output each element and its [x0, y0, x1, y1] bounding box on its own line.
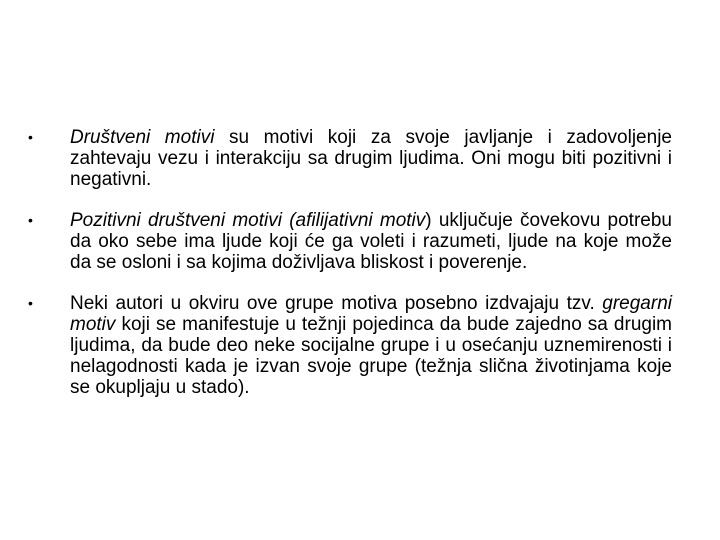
term-gregarious-motive: gregarni motiv: [70, 293, 672, 335]
bullet-text: su motivi koji za svoje javljanje i zadovoljenje zahtevaju vezu i interakciju sa drugim ljudima. Oni mogu biti pozitivni i negativni.: [70, 127, 672, 190]
bullet-marker: •: [28, 212, 33, 228]
bullet-list: [28, 127, 672, 398]
term-positive-motives: Pozitivni društveni motivi (afilijativni motiv: [70, 210, 426, 231]
bullet-text: ) uključuje čovekovu potrebu da oko sebe ima ljude koji će ga voleti i razumeti, ljude na koje može da se osloni i sa kojima doživljava bliskost i poverenje.: [70, 210, 672, 273]
term-social-motives: Društveni motivi: [70, 127, 215, 148]
bullet-marker: •: [28, 129, 33, 145]
bullet-item-social-motives: [28, 127, 672, 190]
bullet-item-positive-motives: [28, 210, 672, 273]
bullet-text-before: Neki autori u okviru ove grupe motiva posebno izdvajaju tzv.: [70, 293, 603, 314]
bullet-item-gregarious-motive: [28, 293, 672, 398]
bullet-text: koji se manifestuje u težnji pojedinca da bude zajedno sa drugim ljudima, da bude deo neke socijalne grupe i u osećanju uznemirenosti i nelagodnosti kada je izvan svoje grupe (težnja slična životinjama koje se okupljaju u stado).: [70, 314, 672, 398]
bullet-marker: •: [28, 295, 33, 311]
